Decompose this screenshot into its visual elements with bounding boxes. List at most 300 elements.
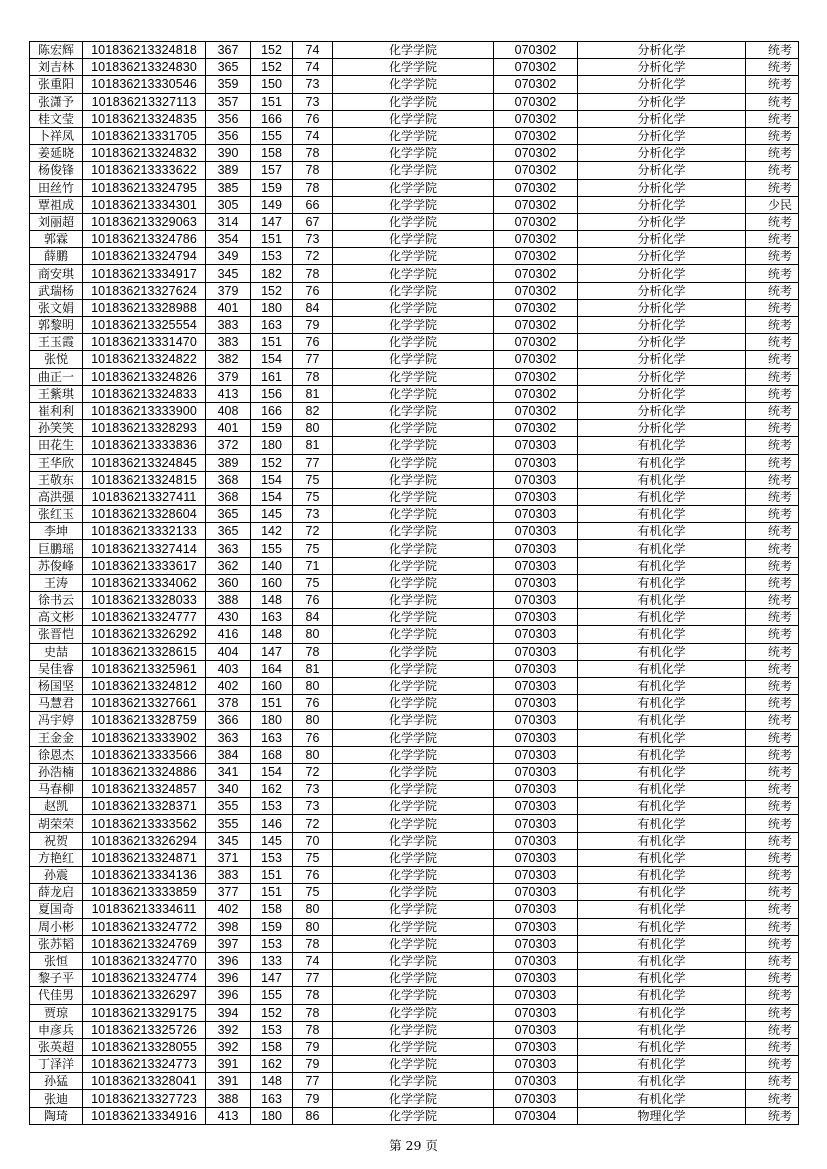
cell-name: 张悦 <box>30 351 83 368</box>
cell-exam-id: 101836213333622 <box>83 162 206 179</box>
table-row <box>30 437 799 454</box>
cell-total-score: 385 <box>206 179 251 196</box>
cell-retest-score: 152 <box>251 282 293 299</box>
cell-college: 化学学院 <box>333 488 494 505</box>
cell-college: 化学学院 <box>333 248 494 265</box>
cell-exam-type: 统考 <box>746 145 799 162</box>
cell-major-code: 070302 <box>494 59 578 76</box>
cell-retest-score: 154 <box>251 763 293 780</box>
cell-college: 化学学院 <box>333 1090 494 1107</box>
table-row <box>30 59 799 76</box>
cell-final-score: 78 <box>293 265 333 282</box>
cell-name: 孙猛 <box>30 1073 83 1090</box>
cell-name: 覃祖成 <box>30 196 83 213</box>
cell-retest-score: 161 <box>251 368 293 385</box>
table-row <box>30 471 799 488</box>
cell-exam-type: 统考 <box>746 506 799 523</box>
cell-retest-score: 148 <box>251 626 293 643</box>
cell-exam-id: 101836213326297 <box>83 987 206 1004</box>
cell-retest-score: 159 <box>251 420 293 437</box>
cell-college: 化学学院 <box>333 76 494 93</box>
cell-major-code: 070303 <box>494 729 578 746</box>
cell-exam-type: 统考 <box>746 402 799 419</box>
cell-total-score: 402 <box>206 901 251 918</box>
cell-major-code: 070303 <box>494 1056 578 1073</box>
cell-major-name: 有机化学 <box>578 626 746 643</box>
table-row <box>30 127 799 144</box>
cell-exam-type: 统考 <box>746 746 799 763</box>
cell-exam-type: 统考 <box>746 385 799 402</box>
cell-exam-id: 101836213324794 <box>83 248 206 265</box>
cell-exam-type: 统考 <box>746 1004 799 1021</box>
cell-final-score: 75 <box>293 849 333 866</box>
cell-major-code: 070303 <box>494 488 578 505</box>
cell-exam-type: 统考 <box>746 231 799 248</box>
cell-total-score: 356 <box>206 110 251 127</box>
cell-final-score: 79 <box>293 317 333 334</box>
table-row <box>30 265 799 282</box>
cell-final-score: 86 <box>293 1107 333 1124</box>
cell-major-name: 有机化学 <box>578 677 746 694</box>
table-row <box>30 402 799 419</box>
cell-exam-type: 统考 <box>746 1056 799 1073</box>
cell-exam-type: 统考 <box>746 1107 799 1124</box>
cell-exam-type: 统考 <box>746 454 799 471</box>
cell-retest-score: 151 <box>251 93 293 110</box>
cell-retest-score: 149 <box>251 196 293 213</box>
cell-total-score: 368 <box>206 471 251 488</box>
cell-name: 王紫琪 <box>30 385 83 402</box>
cell-total-score: 398 <box>206 918 251 935</box>
table-row <box>30 574 799 591</box>
cell-total-score: 341 <box>206 763 251 780</box>
cell-exam-id: 101836213328615 <box>83 643 206 660</box>
cell-major-code: 070303 <box>494 626 578 643</box>
cell-exam-type: 统考 <box>746 832 799 849</box>
cell-major-code: 070303 <box>494 540 578 557</box>
cell-name: 卜祥凤 <box>30 127 83 144</box>
table-row <box>30 334 799 351</box>
cell-total-score: 396 <box>206 987 251 1004</box>
cell-final-score: 75 <box>293 488 333 505</box>
cell-exam-id: 101836213333900 <box>83 402 206 419</box>
cell-total-score: 389 <box>206 162 251 179</box>
table-row <box>30 162 799 179</box>
cell-name: 申彦兵 <box>30 1021 83 1038</box>
cell-exam-id: 101836213329175 <box>83 1004 206 1021</box>
cell-major-name: 有机化学 <box>578 1090 746 1107</box>
cell-final-score: 73 <box>293 93 333 110</box>
cell-major-name: 有机化学 <box>578 1004 746 1021</box>
cell-final-score: 73 <box>293 781 333 798</box>
cell-major-code: 070302 <box>494 265 578 282</box>
cell-final-score: 80 <box>293 901 333 918</box>
cell-major-name: 分析化学 <box>578 76 746 93</box>
table-row <box>30 196 799 213</box>
cell-retest-score: 154 <box>251 351 293 368</box>
cell-name: 张重阳 <box>30 76 83 93</box>
cell-retest-score: 151 <box>251 334 293 351</box>
cell-name: 马春柳 <box>30 781 83 798</box>
cell-college: 化学学院 <box>333 849 494 866</box>
cell-exam-id: 101836213324769 <box>83 935 206 952</box>
cell-retest-score: 166 <box>251 402 293 419</box>
cell-name: 吴佳睿 <box>30 660 83 677</box>
cell-final-score: 66 <box>293 196 333 213</box>
cell-name: 王敬东 <box>30 471 83 488</box>
cell-final-score: 84 <box>293 609 333 626</box>
cell-exam-type: 统考 <box>746 1090 799 1107</box>
cell-major-code: 070303 <box>494 574 578 591</box>
cell-college: 化学学院 <box>333 970 494 987</box>
cell-college: 化学学院 <box>333 987 494 1004</box>
cell-major-code: 070303 <box>494 832 578 849</box>
cell-exam-type: 统考 <box>746 626 799 643</box>
cell-college: 化学学院 <box>333 729 494 746</box>
cell-exam-type: 统考 <box>746 867 799 884</box>
cell-college: 化学学院 <box>333 557 494 574</box>
cell-total-score: 363 <box>206 540 251 557</box>
cell-name: 曲正一 <box>30 368 83 385</box>
cell-exam-type: 统考 <box>746 918 799 935</box>
cell-retest-score: 160 <box>251 677 293 694</box>
cell-name: 夏国奇 <box>30 901 83 918</box>
cell-college: 化学学院 <box>333 42 494 59</box>
cell-major-name: 有机化学 <box>578 660 746 677</box>
cell-total-score: 367 <box>206 42 251 59</box>
cell-major-code: 070302 <box>494 282 578 299</box>
cell-college: 化学学院 <box>333 918 494 935</box>
cell-exam-id: 101836213324822 <box>83 351 206 368</box>
cell-major-name: 有机化学 <box>578 952 746 969</box>
cell-college: 化学学院 <box>333 1038 494 1055</box>
cell-exam-type: 统考 <box>746 798 799 815</box>
cell-major-code: 070302 <box>494 231 578 248</box>
cell-final-score: 76 <box>293 695 333 712</box>
cell-exam-id: 101836213334917 <box>83 265 206 282</box>
cell-name: 贾琼 <box>30 1004 83 1021</box>
cell-major-code: 070303 <box>494 437 578 454</box>
cell-major-code: 070303 <box>494 781 578 798</box>
cell-college: 化学学院 <box>333 1107 494 1124</box>
cell-name: 高文彬 <box>30 609 83 626</box>
cell-major-name: 有机化学 <box>578 695 746 712</box>
cell-total-score: 378 <box>206 695 251 712</box>
cell-exam-type: 统考 <box>746 695 799 712</box>
cell-total-score: 390 <box>206 145 251 162</box>
table-row <box>30 763 799 780</box>
table-row <box>30 213 799 230</box>
cell-college: 化学学院 <box>333 763 494 780</box>
cell-college: 化学学院 <box>333 1056 494 1073</box>
cell-retest-score: 155 <box>251 987 293 1004</box>
cell-retest-score: 163 <box>251 1090 293 1107</box>
cell-major-code: 070304 <box>494 1107 578 1124</box>
table-row <box>30 1021 799 1038</box>
cell-major-name: 有机化学 <box>578 1038 746 1055</box>
cell-exam-type: 统考 <box>746 935 799 952</box>
cell-major-name: 有机化学 <box>578 970 746 987</box>
cell-major-code: 070302 <box>494 127 578 144</box>
cell-exam-id: 101836213327414 <box>83 540 206 557</box>
page-number: 第 29 页 <box>389 1138 438 1153</box>
cell-final-score: 76 <box>293 592 333 609</box>
cell-total-score: 355 <box>206 798 251 815</box>
cell-retest-score: 158 <box>251 1038 293 1055</box>
cell-final-score: 78 <box>293 145 333 162</box>
cell-exam-id: 101836213327723 <box>83 1090 206 1107</box>
cell-exam-type: 统考 <box>746 540 799 557</box>
cell-major-code: 070302 <box>494 317 578 334</box>
cell-retest-score: 159 <box>251 179 293 196</box>
cell-major-code: 070303 <box>494 471 578 488</box>
cell-name: 王华欣 <box>30 454 83 471</box>
cell-major-code: 070303 <box>494 1004 578 1021</box>
cell-total-score: 371 <box>206 849 251 866</box>
table-row <box>30 1056 799 1073</box>
cell-final-score: 78 <box>293 1004 333 1021</box>
table-row <box>30 832 799 849</box>
cell-exam-id: 101836213324832 <box>83 145 206 162</box>
cell-exam-type: 统考 <box>746 162 799 179</box>
cell-final-score: 75 <box>293 471 333 488</box>
cell-exam-id: 101836213333859 <box>83 884 206 901</box>
cell-major-code: 070303 <box>494 867 578 884</box>
cell-exam-id: 101836213327624 <box>83 282 206 299</box>
cell-college: 化学学院 <box>333 437 494 454</box>
cell-name: 张文娟 <box>30 299 83 316</box>
cell-total-score: 357 <box>206 93 251 110</box>
cell-exam-type: 统考 <box>746 781 799 798</box>
table-row <box>30 1038 799 1055</box>
cell-major-code: 070302 <box>494 93 578 110</box>
cell-exam-id: 101836213333562 <box>83 815 206 832</box>
cell-retest-score: 155 <box>251 540 293 557</box>
cell-exam-id: 101836213331705 <box>83 127 206 144</box>
cell-college: 化学学院 <box>333 385 494 402</box>
cell-major-name: 分析化学 <box>578 385 746 402</box>
cell-name: 郭霖 <box>30 231 83 248</box>
cell-name: 孙震 <box>30 867 83 884</box>
cell-retest-score: 153 <box>251 798 293 815</box>
cell-exam-id: 101836213328988 <box>83 299 206 316</box>
cell-exam-id: 101836213324833 <box>83 385 206 402</box>
cell-major-name: 分析化学 <box>578 368 746 385</box>
cell-retest-score: 152 <box>251 42 293 59</box>
cell-major-name: 分析化学 <box>578 93 746 110</box>
cell-exam-type: 统考 <box>746 282 799 299</box>
cell-college: 化学学院 <box>333 265 494 282</box>
cell-final-score: 75 <box>293 574 333 591</box>
table-row <box>30 677 799 694</box>
cell-major-name: 有机化学 <box>578 987 746 1004</box>
cell-college: 化学学院 <box>333 798 494 815</box>
cell-name: 胡荣荣 <box>30 815 83 832</box>
cell-exam-id: 101836213327411 <box>83 488 206 505</box>
cell-major-code: 070303 <box>494 712 578 729</box>
cell-exam-id: 101836213328055 <box>83 1038 206 1055</box>
cell-major-name: 有机化学 <box>578 471 746 488</box>
cell-final-score: 73 <box>293 506 333 523</box>
cell-college: 化学学院 <box>333 1004 494 1021</box>
cell-final-score: 81 <box>293 437 333 454</box>
cell-college: 化学学院 <box>333 574 494 591</box>
cell-name: 冯宇婷 <box>30 712 83 729</box>
cell-exam-type: 统考 <box>746 815 799 832</box>
cell-exam-type: 统考 <box>746 677 799 694</box>
cell-major-name: 有机化学 <box>578 867 746 884</box>
cell-exam-type: 统考 <box>746 643 799 660</box>
cell-name: 黎子平 <box>30 970 83 987</box>
cell-major-code: 070303 <box>494 592 578 609</box>
cell-major-name: 有机化学 <box>578 935 746 952</box>
cell-exam-id: 101836213328604 <box>83 506 206 523</box>
cell-exam-id: 101836213324886 <box>83 763 206 780</box>
cell-total-score: 383 <box>206 334 251 351</box>
cell-college: 化学学院 <box>333 1021 494 1038</box>
cell-final-score: 79 <box>293 1038 333 1055</box>
cell-retest-score: 140 <box>251 557 293 574</box>
cell-exam-type: 统考 <box>746 1021 799 1038</box>
table-row <box>30 506 799 523</box>
cell-major-name: 有机化学 <box>578 574 746 591</box>
cell-college: 化学学院 <box>333 609 494 626</box>
cell-exam-type: 统考 <box>746 76 799 93</box>
cell-total-score: 397 <box>206 935 251 952</box>
cell-college: 化学学院 <box>333 59 494 76</box>
cell-final-score: 80 <box>293 677 333 694</box>
cell-college: 化学学院 <box>333 901 494 918</box>
table-row <box>30 970 799 987</box>
cell-name: 张晋恺 <box>30 626 83 643</box>
cell-major-name: 有机化学 <box>578 540 746 557</box>
table-row <box>30 987 799 1004</box>
cell-major-code: 070303 <box>494 523 578 540</box>
table-row <box>30 798 799 815</box>
cell-name: 张英超 <box>30 1038 83 1055</box>
cell-retest-score: 160 <box>251 574 293 591</box>
cell-exam-type: 统考 <box>746 712 799 729</box>
cell-final-score: 67 <box>293 213 333 230</box>
cell-college: 化学学院 <box>333 832 494 849</box>
cell-name: 张恒 <box>30 952 83 969</box>
table-row <box>30 781 799 798</box>
cell-name: 张红玉 <box>30 506 83 523</box>
cell-major-name: 有机化学 <box>578 849 746 866</box>
cell-major-code: 070303 <box>494 1090 578 1107</box>
cell-major-name: 有机化学 <box>578 1021 746 1038</box>
cell-major-name: 有机化学 <box>578 557 746 574</box>
cell-total-score: 404 <box>206 643 251 660</box>
table-row <box>30 952 799 969</box>
cell-name: 代佳男 <box>30 987 83 1004</box>
cell-final-score: 75 <box>293 884 333 901</box>
cell-exam-id: 101836213324857 <box>83 781 206 798</box>
cell-retest-score: 147 <box>251 213 293 230</box>
cell-final-score: 77 <box>293 454 333 471</box>
cell-college: 化学学院 <box>333 282 494 299</box>
cell-exam-type: 统考 <box>746 368 799 385</box>
cell-major-name: 物理化学 <box>578 1107 746 1124</box>
cell-retest-score: 151 <box>251 695 293 712</box>
cell-total-score: 401 <box>206 420 251 437</box>
cell-name: 崔利利 <box>30 402 83 419</box>
cell-name: 桂文莹 <box>30 110 83 127</box>
cell-major-code: 070302 <box>494 248 578 265</box>
cell-retest-score: 155 <box>251 127 293 144</box>
cell-exam-type: 统考 <box>746 127 799 144</box>
cell-name: 刘丽超 <box>30 213 83 230</box>
cell-major-code: 070302 <box>494 162 578 179</box>
table-row <box>30 626 799 643</box>
cell-exam-id: 101836213327661 <box>83 695 206 712</box>
cell-exam-type: 统考 <box>746 660 799 677</box>
cell-major-name: 分析化学 <box>578 110 746 127</box>
cell-college: 化学学院 <box>333 368 494 385</box>
cell-name: 王玉霞 <box>30 334 83 351</box>
cell-retest-score: 151 <box>251 884 293 901</box>
cell-final-score: 72 <box>293 815 333 832</box>
cell-major-name: 有机化学 <box>578 1056 746 1073</box>
cell-final-score: 81 <box>293 660 333 677</box>
table-row <box>30 488 799 505</box>
cell-major-name: 分析化学 <box>578 231 746 248</box>
cell-total-score: 368 <box>206 488 251 505</box>
cell-major-name: 有机化学 <box>578 506 746 523</box>
table-row <box>30 918 799 935</box>
cell-final-score: 78 <box>293 162 333 179</box>
cell-college: 化学学院 <box>333 506 494 523</box>
cell-major-name: 有机化学 <box>578 815 746 832</box>
cell-final-score: 78 <box>293 179 333 196</box>
cell-exam-id: 101836213334062 <box>83 574 206 591</box>
cell-name: 孙笑笑 <box>30 420 83 437</box>
cell-major-code: 070303 <box>494 884 578 901</box>
cell-retest-score: 159 <box>251 918 293 935</box>
cell-total-score: 345 <box>206 832 251 849</box>
cell-college: 化学学院 <box>333 660 494 677</box>
cell-final-score: 77 <box>293 970 333 987</box>
cell-college: 化学学院 <box>333 695 494 712</box>
cell-total-score: 305 <box>206 196 251 213</box>
cell-total-score: 391 <box>206 1073 251 1090</box>
cell-major-name: 有机化学 <box>578 763 746 780</box>
cell-college: 化学学院 <box>333 299 494 316</box>
cell-final-score: 70 <box>293 832 333 849</box>
cell-exam-type: 统考 <box>746 334 799 351</box>
cell-exam-type: 统考 <box>746 42 799 59</box>
table-row <box>30 815 799 832</box>
cell-final-score: 76 <box>293 282 333 299</box>
cell-final-score: 78 <box>293 987 333 1004</box>
cell-exam-type: 统考 <box>746 970 799 987</box>
cell-major-name: 分析化学 <box>578 299 746 316</box>
cell-major-code: 070303 <box>494 935 578 952</box>
cell-exam-id: 101836213334611 <box>83 901 206 918</box>
cell-name: 苏俊峰 <box>30 557 83 574</box>
table-row <box>30 282 799 299</box>
cell-major-code: 070302 <box>494 334 578 351</box>
cell-major-code: 070303 <box>494 952 578 969</box>
cell-exam-id: 101836213328041 <box>83 1073 206 1090</box>
table-row <box>30 643 799 660</box>
cell-major-name: 有机化学 <box>578 798 746 815</box>
cell-exam-type: 统考 <box>746 93 799 110</box>
cell-total-score: 388 <box>206 592 251 609</box>
table-row <box>30 76 799 93</box>
cell-final-score: 76 <box>293 334 333 351</box>
cell-final-score: 71 <box>293 557 333 574</box>
